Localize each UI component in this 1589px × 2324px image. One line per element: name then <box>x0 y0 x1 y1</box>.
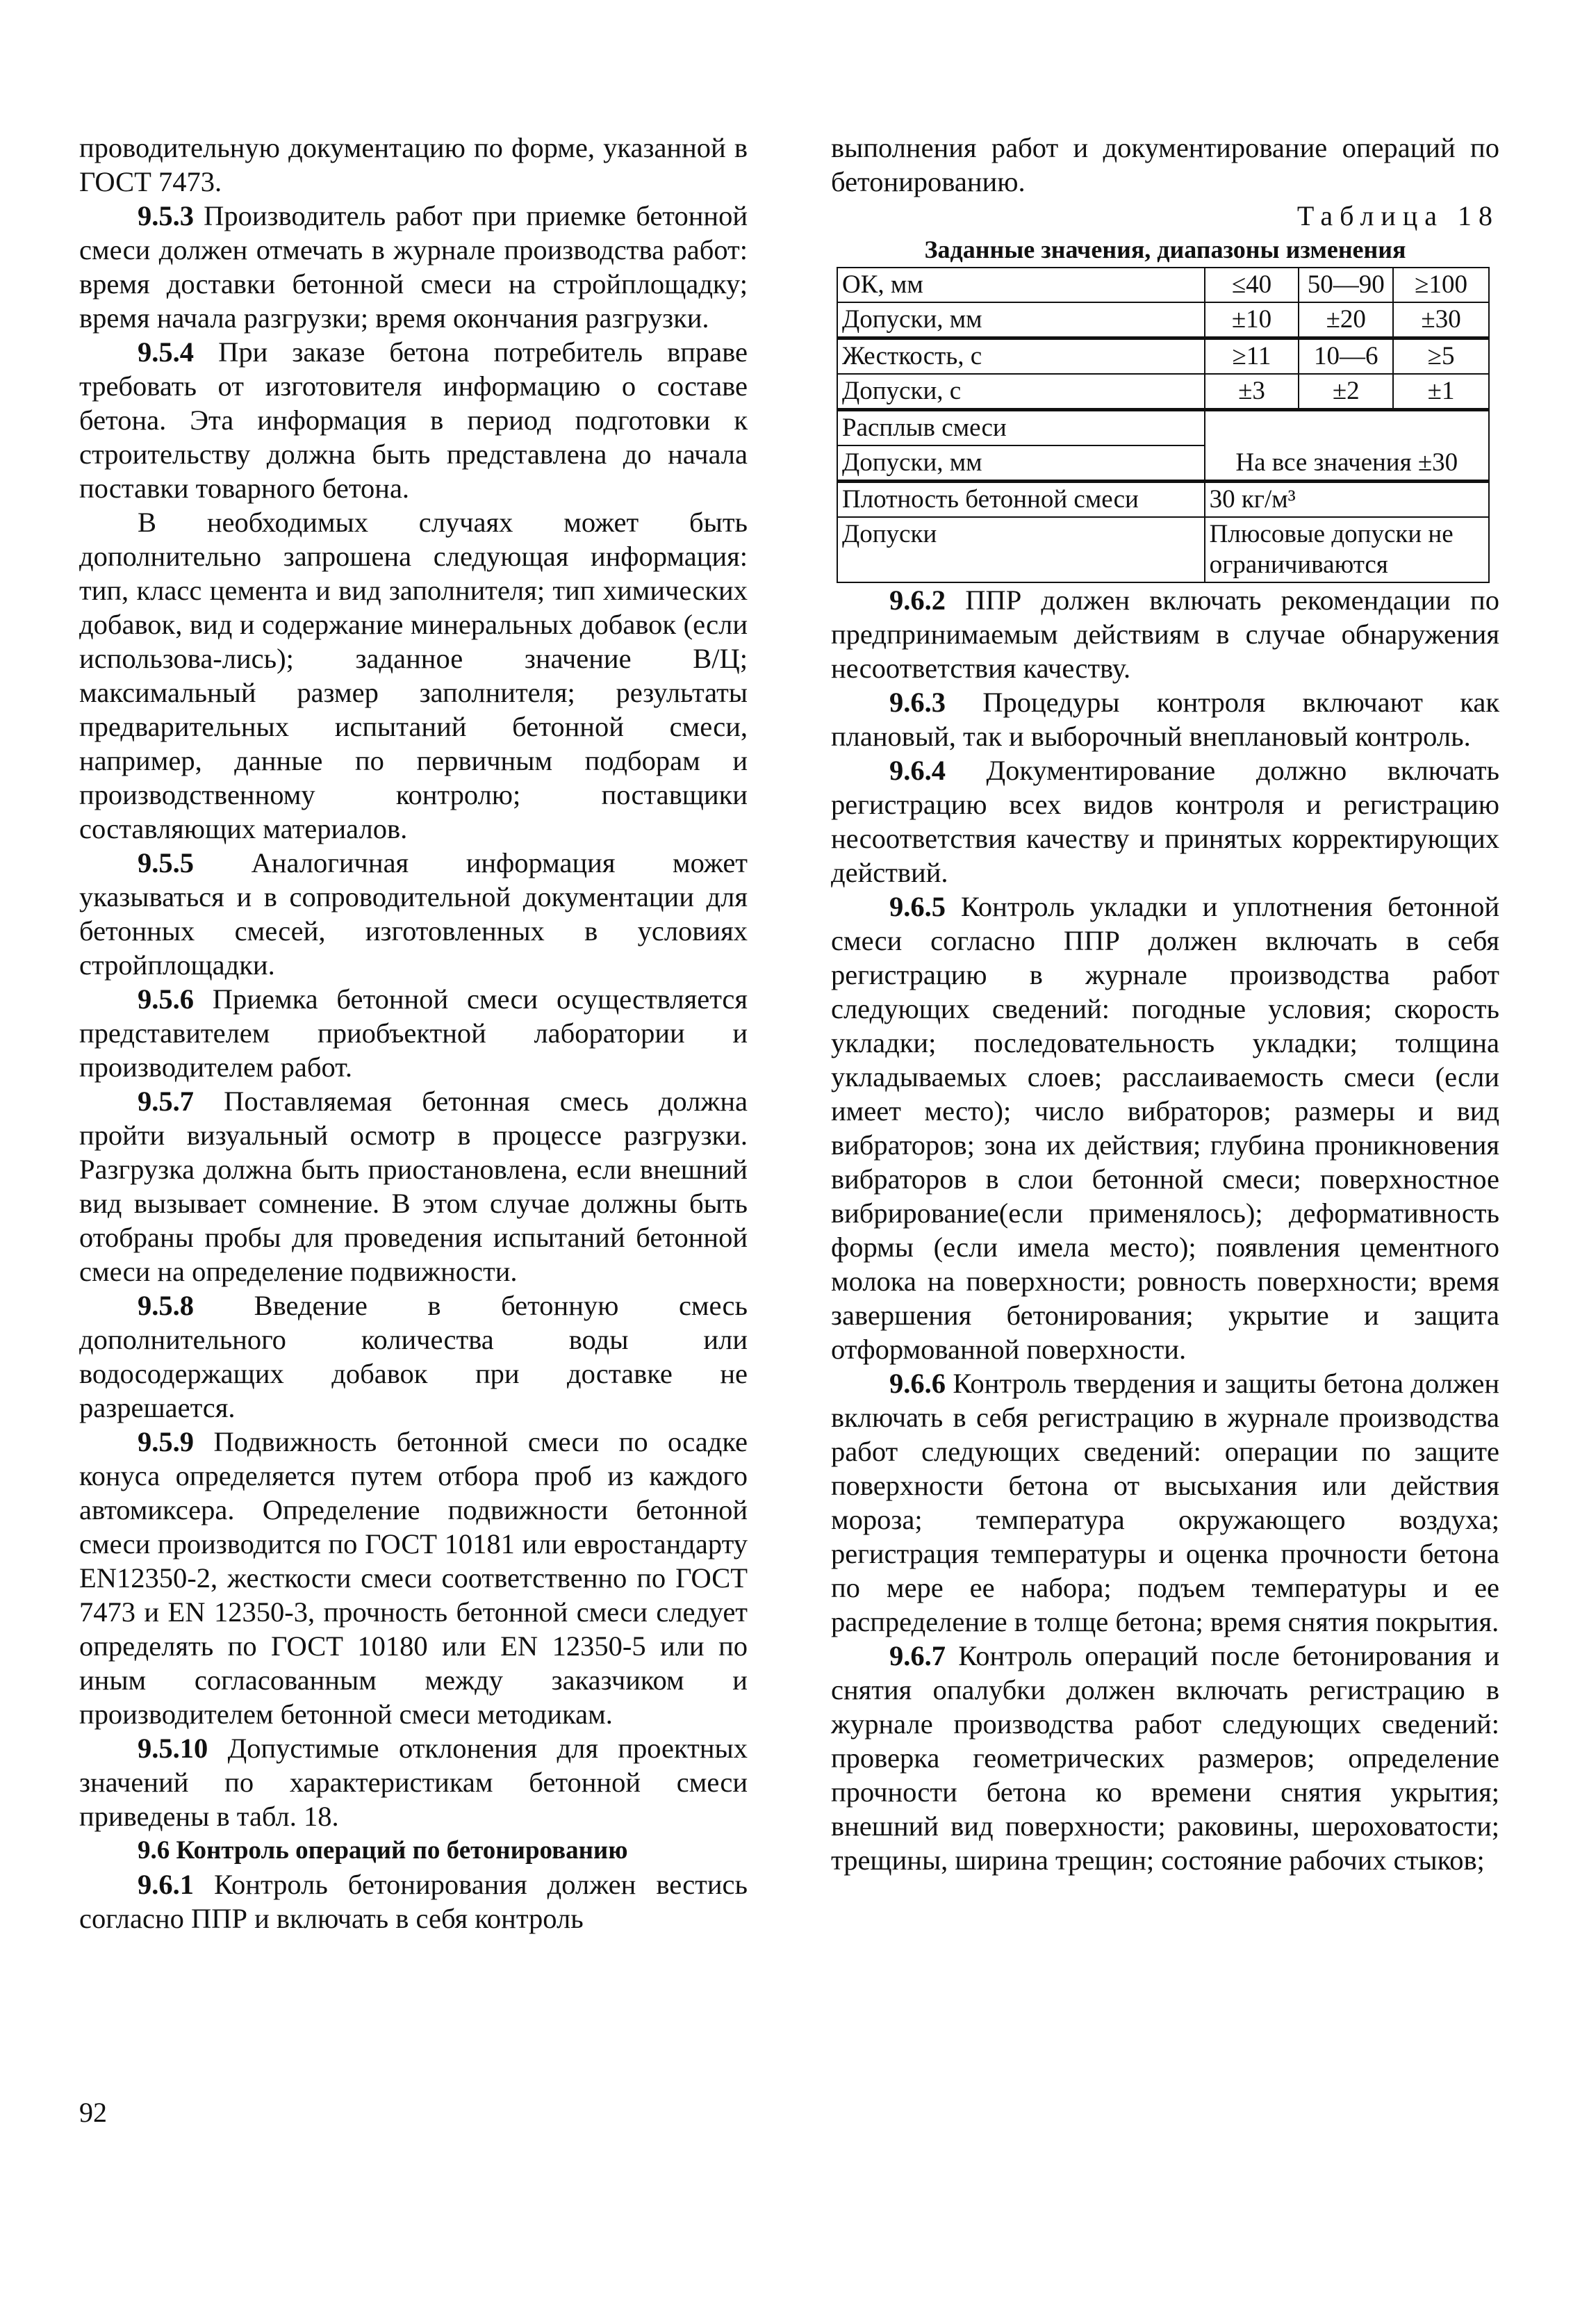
clause-number: 9.5.10 <box>138 1733 208 1764</box>
paragraph <box>79 505 748 846</box>
paragraph-text: выполнения работ и документирование операций по бетонированию. <box>831 132 1499 197</box>
paragraph-text: Приемка бетонной смеси осуществляется представителем приобъектной лаборатории и производителем работ. <box>79 983 748 1083</box>
paragraph-9-5-10 <box>79 1731 748 1833</box>
table-cell: Расплыв смеси <box>837 410 1205 446</box>
paragraph-text: Контроль твердения и защиты бетона должен включать в себя регистрацию в журнале производства работ следующих сведений: операции по защите поверхности бетона от высыхания или действия мороза; температура окружающего воздуха; регистрация температуры и оценка прочности бетона по мере ее набора; подъем температуры и ее распределение в толще бетона; время снятия покрытия. <box>831 1368 1499 1637</box>
paragraph-text: Введение в бетонную смесь дополнительного количества воды или водосодержащих добавок при доставке не разрешается. <box>79 1290 748 1423</box>
clause-number: 9.5.4 <box>138 336 194 368</box>
paragraph <box>831 131 1499 199</box>
paragraph-text: Поставляемая бетонная смесь должна пройти визуальный осмотр в процессе разгрузки. Разгрузка должна быть приостановлена, если внешний вид вызывает сомнение. В этом случае должны быть отобраны пробы для проведения испытаний бетонной смеси на определение подвижности. <box>79 1086 748 1287</box>
left-column <box>79 131 748 1936</box>
table-row <box>837 302 1489 338</box>
table-cell: 30 кг/м³ <box>1205 482 1489 518</box>
table-cell: ±30 <box>1393 302 1489 338</box>
clause-number: 9.6.2 <box>889 584 946 616</box>
page-number: 92 <box>79 2097 107 2128</box>
table-row <box>837 517 1489 582</box>
paragraph-text: ППР должен включать рекомендации по предпринимаемым действиям в случае обнаружения несоответствия качеству. <box>831 584 1499 684</box>
paragraph-9-5-7 <box>79 1084 748 1288</box>
paragraph-9-5-5 <box>79 846 748 982</box>
table-cell: ±10 <box>1205 302 1299 338</box>
paragraph <box>79 131 748 199</box>
table-cell: ≤40 <box>1205 268 1299 302</box>
paragraph-text: Контроль укладки и уплотнения бетонной смеси согласно ППР должен включать в себя регистрацию в журнале производства работ следующих сведений: погодные условия; скорость укладки; последовательность укладки; толщина укладываемых слоев; расслаиваемость смеси (если имеет место); число вибраторов; размеры и вид вибраторов; зона их действия; глубина проникновения вибраторов в слои бетонной смеси; поверхностное вибрирование(если применялось); деформативность формы (если имела место); появления цементного молока на поверхности; ровность поверхности; время завершения бетонирования; укрытие и защита отформованной поверхности. <box>831 891 1499 1365</box>
table-row <box>837 268 1489 302</box>
right-column <box>831 131 1499 1877</box>
paragraph-text: Допустимые отклонения для проектных значений по характеристикам бетонной смеси приведены в табл. 18. <box>79 1733 748 1832</box>
table-cell: ±1 <box>1393 374 1489 410</box>
clause-number: 9.6.7 <box>889 1640 946 1671</box>
paragraph-9-6-2 <box>831 583 1499 685</box>
clause-number: 9.6.1 <box>138 1869 194 1900</box>
paragraph-9-5-9 <box>79 1425 748 1731</box>
paragraph-text: Документирование должно включать регистрацию всех видов контроля и регистрацию несоответствия качеству и принятых корректирующих действий. <box>831 755 1499 888</box>
table-cell: ≥100 <box>1393 268 1489 302</box>
table-cell: Допуски, мм <box>837 302 1205 338</box>
table-cell: Жесткость, с <box>837 338 1205 375</box>
table-row <box>837 338 1489 375</box>
paragraph-text: проводительную документацию по форме, указанной в ГОСТ 7473. <box>79 132 748 197</box>
table-cell: Допуски, с <box>837 374 1205 410</box>
paragraph-text: Процедуры контроля включают как плановый, так и выборочный внеплановый контроль. <box>831 687 1499 752</box>
clause-number: 9.5.8 <box>138 1290 194 1321</box>
clause-number: 9.5.5 <box>138 847 194 878</box>
table-18 <box>837 267 1490 583</box>
paragraph-9-6-1 <box>79 1867 748 1936</box>
paragraph-9-5-8 <box>79 1288 748 1425</box>
table-cell: ±2 <box>1299 374 1393 410</box>
table-cell: ОК, мм <box>837 268 1205 302</box>
table-cell: ≥5 <box>1393 338 1489 375</box>
clause-number: 9.6.3 <box>889 687 946 718</box>
table-cell: Плюсовые допуски не ограничиваются <box>1205 517 1489 582</box>
table-cell: 50—90 <box>1299 268 1393 302</box>
clause-number: 9.5.7 <box>138 1086 194 1117</box>
table-cell: Допуски <box>837 517 1205 582</box>
paragraph-text: Контроль бетонирования должен вестись согласно ППР и включать в себя контроль <box>79 1869 748 1934</box>
section-heading: 9.6 Контроль операций по бетонированию <box>138 1836 628 1865</box>
table-cell: ±3 <box>1205 374 1299 410</box>
table-cell: ±20 <box>1299 302 1393 338</box>
paragraph-9-6-7 <box>831 1639 1499 1877</box>
paragraph-9-6-4 <box>831 753 1499 890</box>
clause-number: 9.5.6 <box>138 983 194 1015</box>
clause-number: 9.6.5 <box>889 891 946 922</box>
clause-number: 9.6.6 <box>889 1368 946 1399</box>
paragraph-text: Производитель работ при приемке бетонной смеси должен отмечать в журнале производства работ: время доставки бетонной смеси на стройплощадку; время начала разгрузки; время окончания разгрузки. <box>79 200 748 334</box>
paragraph-text: Подвижность бетонной смеси по осадке конуса определяется путем отбора проб из каждого автомиксера. Определение подвижности бетонной смеси производится по ГОСТ 10181 или евростандарту EN12350-2, жесткости смеси соответственно по ГОСТ 7473 и EN 12350-3, прочность бетонной смеси следует определять по ГОСТ 10180 или EN 12350-5 или по иным согласованным между заказчиком и производителем бетонной смеси методикам. <box>79 1426 748 1730</box>
table-row <box>837 482 1489 518</box>
table-title: Заданные значения, диапазоны изменения <box>924 236 1406 263</box>
table-row <box>837 374 1489 410</box>
table-cell: Допуски, мм <box>837 445 1205 482</box>
paragraph-9-6-6 <box>831 1366 1499 1639</box>
table-number: Таблица 18 <box>1296 200 1499 231</box>
paragraph-text: Аналогичная информация может указываться и в сопроводительной документации для бетонных смесей, изготовленных в условиях стройплощадки. <box>79 847 748 981</box>
table-cell: На все значения ±30 <box>1205 410 1489 482</box>
table-cell: ≥11 <box>1205 338 1299 375</box>
paragraph-9-5-4 <box>79 335 748 505</box>
table-cell: Плотность бетонной смеси <box>837 482 1205 518</box>
table-row <box>837 410 1489 446</box>
paragraph-9-6-3 <box>831 685 1499 753</box>
paragraph-9-5-6 <box>79 982 748 1084</box>
table-cell: 10—6 <box>1299 338 1393 375</box>
paragraph-text: В необходимых случаях может быть дополнительно запрошена следующая информация: тип, класс цемента и вид заполнителя; тип химических добавок, вид и содержание минеральных добавок (если использова-лись); заданное значение В/Ц; максимальный размер заполнителя; результаты предварительных испытаний бетонной смеси, например, данные по первичным подборам и производственному контролю; поставщики составляющих материалов. <box>79 507 748 844</box>
paragraph-text: При заказе бетона потребитель вправе требовать от изготовителя информацию о составе бетона. Эта информация в период подготовки к строительству должна быть представлена до начала поставки товарного бетона. <box>79 336 748 504</box>
paragraph-text: Контроль операций после бетонирования и снятия опалубки должен включать регистрацию в журнале производства работ следующих сведений: проверка геометрических размеров; определение прочности бетона ко времени снятия укрытия; внешний вид поверхности; раковины, шероховатости; трещины, ширина трещин; состояние рабочих стыков; <box>831 1640 1499 1876</box>
clause-number: 9.5.9 <box>138 1426 194 1457</box>
clause-number: 9.5.3 <box>138 200 194 231</box>
paragraph-9-6-5 <box>831 890 1499 1366</box>
paragraph-9-5-3 <box>79 199 748 335</box>
clause-number: 9.6.4 <box>889 755 946 786</box>
